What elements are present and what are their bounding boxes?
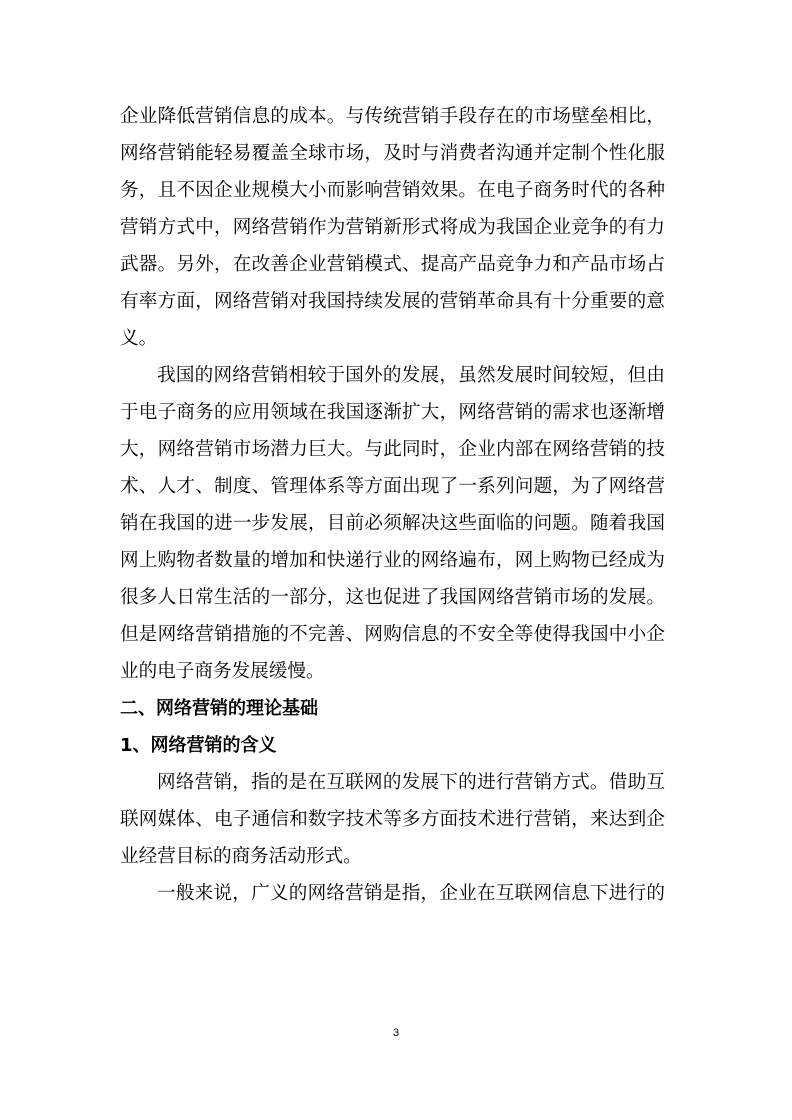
text-line: 企业降低营销信息的成本。与传统营销手段存在的市场壁垒相比， — [120, 106, 665, 127]
page-number: 3 — [392, 1027, 400, 1039]
subsection-heading: 1、网络营销的含义 — [120, 735, 277, 756]
text-line: 销在我国的进一步发展，目前必须解决这些面临的问题。随着我国 — [120, 513, 665, 534]
text-line: 网上购物者数量的增加和快递行业的网络遍布，网上购物已经成为 — [120, 550, 665, 571]
paragraph — [120, 875, 665, 912]
text-line: 联网媒体、电子通信和数字技术等多方面技术进行营销，来达到企 — [120, 809, 665, 830]
text-line: 很多人日常生活的一部分，这也促进了我国网络营销市场的发展。 — [120, 587, 665, 608]
text-line: 一般来说，广义的网络营销是指，企业在互联网信息下进行的 — [157, 883, 665, 904]
paragraph — [120, 764, 665, 875]
text-line: 我国的网络营销相较于国外的发展，虽然发展时间较短，但由 — [157, 365, 665, 386]
text-line: 营销方式中，网络营销作为营销新形式将成为我国企业竞争的有力 — [120, 217, 665, 238]
paragraph — [120, 357, 665, 690]
text-line: 网络营销能轻易覆盖全球市场，及时与消费者沟通并定制个性化服 — [120, 143, 665, 164]
text-line: 网络营销，指的是在互联网的发展下的进行营销方式。借助互 — [157, 772, 665, 793]
text-line: 务，且不因企业规模大小而影响营销效果。在电子商务时代的各种 — [120, 180, 665, 201]
text-line: 义。 — [120, 328, 158, 349]
text-line: 业经营目标的商务活动形式。 — [120, 846, 362, 867]
text-line: 大，网络营销市场潜力巨大。与此同时，企业内部在网络营销的技 — [120, 439, 665, 460]
section-heading: 二、网络营销的理论基础 — [120, 698, 318, 719]
page-body — [120, 98, 665, 912]
text-line: 但是网络营销措施的不完善、网购信息的不安全等使得我国中小企 — [120, 624, 665, 645]
text-line: 于电子商务的应用领域在我国逐渐扩大，网络营销的需求也逐渐增 — [120, 402, 665, 423]
paragraph — [120, 98, 665, 357]
text-line: 业的电子商务发展缓慢。 — [120, 661, 325, 682]
text-line: 术、人才、制度、管理体系等方面出现了一系列问题，为了网络营 — [120, 476, 665, 497]
text-line: 武器。另外，在改善企业营销模式、提高产品竞争力和产品市场占 — [120, 254, 665, 275]
text-line: 有率方面，网络营销对我国持续发展的营销革命具有十分重要的意 — [120, 291, 665, 312]
